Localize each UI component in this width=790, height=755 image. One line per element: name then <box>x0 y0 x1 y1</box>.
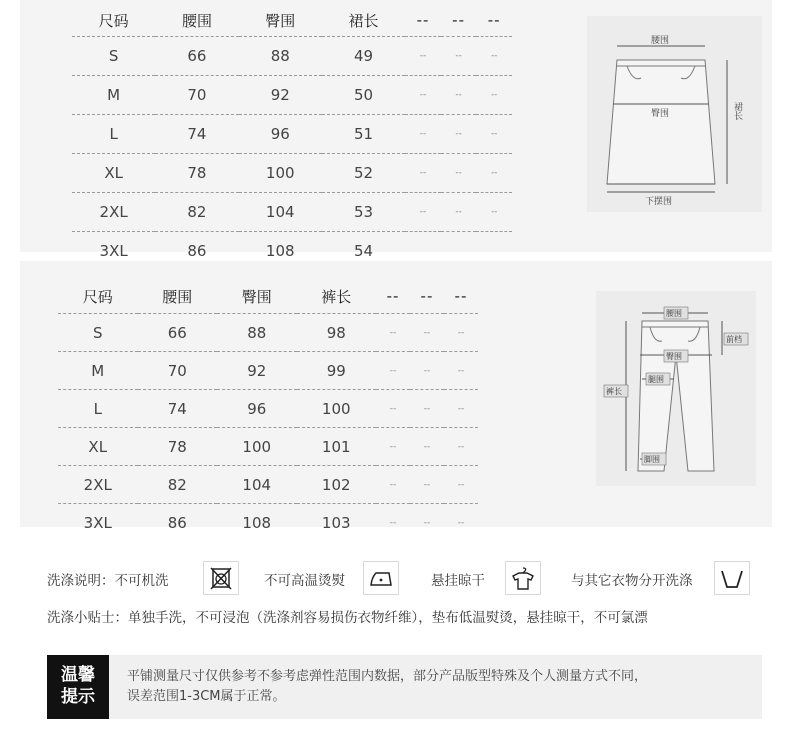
table-header-row <box>58 279 478 314</box>
table-row <box>72 193 512 232</box>
cell-waist: 78 <box>138 428 218 466</box>
cell-hip: 104 <box>217 466 297 504</box>
skirt-hem-label: 下摆围 <box>645 197 673 207</box>
pants-size-table <box>58 279 478 541</box>
cell-hip: 88 <box>217 314 297 352</box>
table-row <box>58 390 478 428</box>
pants-illustration <box>596 291 756 486</box>
cell-empty: -- <box>405 37 441 76</box>
pants-size-panel <box>20 261 772 532</box>
cell-hip: 100 <box>217 428 297 466</box>
skirt-size-table <box>72 4 512 270</box>
washing-tips: 洗涤小贴士：单独手洗，不可浸泡（洗涤剂容易损伤衣物纤维），垫布低温熨烫，悬挂晾干，不可氯漂 <box>47 610 648 626</box>
cell-waist: 82 <box>138 466 218 504</box>
cell-length: 103 <box>297 504 377 542</box>
cell-size: L <box>72 115 155 154</box>
cell-hip: 108 <box>217 504 297 542</box>
hand-wash-basin-icon <box>714 561 750 595</box>
table-row <box>72 37 512 76</box>
notice-text-line2: 误差范围1-3CM属于正常。 <box>127 689 286 704</box>
cell-empty: -- <box>405 154 441 193</box>
cell-waist: 66 <box>138 314 218 352</box>
cell-empty: -- <box>410 466 444 504</box>
cell-empty: -- <box>444 390 478 428</box>
skirt-length-label: 裙长 <box>732 102 742 120</box>
cell-size: 3XL <box>72 232 155 271</box>
pants-hem-label: 脚围 <box>644 455 660 464</box>
cell-waist: 82 <box>155 193 238 232</box>
cell-size: 3XL <box>58 504 138 542</box>
skirt-waist-label: 腰围 <box>651 36 670 46</box>
cell-length: 99 <box>297 352 377 390</box>
skirt-shape <box>607 60 715 184</box>
cell-hip: 96 <box>217 390 297 428</box>
cell-size: S <box>58 314 138 352</box>
cell-length: 102 <box>297 466 377 504</box>
cell-empty: -- <box>444 352 478 390</box>
header-empty: -- <box>416 11 430 29</box>
pants-length-label: 裤长 <box>606 387 622 396</box>
cell-empty: -- <box>376 352 410 390</box>
hang-dry-label: 悬挂晾干 <box>431 573 485 589</box>
cell-hip: 96 <box>239 115 322 154</box>
cell-empty: -- <box>441 76 477 115</box>
notice-text <box>127 667 747 707</box>
cell-size: M <box>58 352 138 390</box>
header-hip: 臀围 <box>241 287 272 306</box>
header-waist: 腰围 <box>162 287 193 306</box>
table-row <box>72 154 512 193</box>
cell-empty: -- <box>441 154 477 193</box>
cell-empty: -- <box>476 193 512 232</box>
pants-waist-label: 腰围 <box>666 309 682 318</box>
cell-waist: 86 <box>138 504 218 542</box>
table-header-row <box>72 4 512 37</box>
hang-dry-icon <box>505 561 541 595</box>
cell-size: 2XL <box>72 193 155 232</box>
pants-rise-label: 前档 <box>726 335 742 344</box>
cell-empty: -- <box>441 115 477 154</box>
table-row <box>58 314 478 352</box>
cell-length: 54 <box>322 232 405 271</box>
cell-size: L <box>58 390 138 428</box>
cell-waist: 66 <box>155 37 238 76</box>
cell-length: 100 <box>297 390 377 428</box>
cell-size: S <box>72 37 155 76</box>
cell-empty: -- <box>405 193 441 232</box>
cell-empty: -- <box>376 466 410 504</box>
cell-empty: -- <box>476 37 512 76</box>
table-row <box>72 76 512 115</box>
cell-empty: -- <box>410 504 444 542</box>
header-empty: -- <box>454 287 468 305</box>
header-size: 尺码 <box>82 287 113 306</box>
notice-box <box>47 655 762 719</box>
skirt-size-panel <box>20 0 772 260</box>
notice-badge-line1: 温馨 <box>61 665 95 685</box>
cell-size: M <box>72 76 155 115</box>
low-temp-iron-icon <box>363 561 399 595</box>
cell-empty: -- <box>376 428 410 466</box>
skirt-hip-label: 臀围 <box>651 109 670 119</box>
cell-empty: -- <box>405 76 441 115</box>
header-empty: -- <box>386 287 400 305</box>
cell-empty: -- <box>476 76 512 115</box>
cell-empty: -- <box>410 314 444 352</box>
cell-empty: -- <box>476 154 512 193</box>
pants-hip-label: 臀围 <box>666 352 682 361</box>
skirt-measure-diagram <box>587 16 762 212</box>
cell-hip: 88 <box>239 37 322 76</box>
cell-waist: 70 <box>138 352 218 390</box>
table-row <box>72 115 512 154</box>
cell-empty: -- <box>444 466 478 504</box>
cell-empty: -- <box>410 390 444 428</box>
cell-length: 53 <box>322 193 405 232</box>
cell-hip: 92 <box>239 76 322 115</box>
table-row <box>58 504 478 542</box>
cell-empty: -- <box>376 390 410 428</box>
header-hip: 臀围 <box>265 11 296 30</box>
cell-hip: 104 <box>239 193 322 232</box>
pants-thigh-label: 腿围 <box>648 375 664 384</box>
cell-empty: -- <box>476 115 512 154</box>
cell-empty: -- <box>376 504 410 542</box>
cell-empty: -- <box>405 115 441 154</box>
notice-badge-line2: 提示 <box>61 687 95 707</box>
cell-length: 52 <box>322 154 405 193</box>
notice-badge <box>47 655 109 719</box>
cell-length: 98 <box>297 314 377 352</box>
cell-empty: -- <box>444 314 478 352</box>
cell-empty: -- <box>441 37 477 76</box>
cell-waist: 74 <box>138 390 218 428</box>
no-high-temp-iron-label: 不可高温烫熨 <box>264 573 345 589</box>
pants-shape <box>638 321 714 471</box>
cell-empty: -- <box>376 314 410 352</box>
header-length: 裙长 <box>348 11 379 30</box>
header-empty: -- <box>420 287 434 305</box>
cell-hip: 92 <box>217 352 297 390</box>
cell-waist: 86 <box>155 232 238 271</box>
cell-size: 2XL <box>58 466 138 504</box>
cell-empty: -- <box>410 352 444 390</box>
no-machine-wash-icon <box>203 561 239 595</box>
cell-empty: -- <box>444 504 478 542</box>
cell-waist: 78 <box>155 154 238 193</box>
header-empty: -- <box>452 11 465 29</box>
cell-length: 50 <box>322 76 405 115</box>
cell-size: XL <box>58 428 138 466</box>
cell-length: 49 <box>322 37 405 76</box>
cell-hip: 100 <box>239 154 322 193</box>
cell-length: 51 <box>322 115 405 154</box>
cell-waist: 74 <box>155 115 238 154</box>
wash-instruction-label: 洗涤说明：不可机洗 <box>47 573 169 589</box>
wash-separately-label: 与其它衣物分开洗涤 <box>571 573 693 589</box>
header-empty: -- <box>487 11 501 29</box>
cell-empty: -- <box>441 193 477 232</box>
header-length: 裤长 <box>321 287 352 306</box>
cell-empty: -- <box>444 428 478 466</box>
pants-measure-diagram <box>596 291 756 486</box>
table-row <box>58 428 478 466</box>
header-waist: 腰围 <box>181 11 212 30</box>
notice-text-line1: 平铺测量尺寸仅供参考不参考虑弹性范围内数据，部分产品版型特殊及个人测量方式不同， <box>127 669 648 684</box>
cell-length: 101 <box>297 428 377 466</box>
skirt-illustration <box>587 16 762 212</box>
cell-size: XL <box>72 154 155 193</box>
table-row <box>58 466 478 504</box>
cell-empty: -- <box>410 428 444 466</box>
table-row <box>58 352 478 390</box>
cell-hip: 108 <box>239 232 322 271</box>
header-size: 尺码 <box>98 11 129 30</box>
cell-waist: 70 <box>155 76 238 115</box>
